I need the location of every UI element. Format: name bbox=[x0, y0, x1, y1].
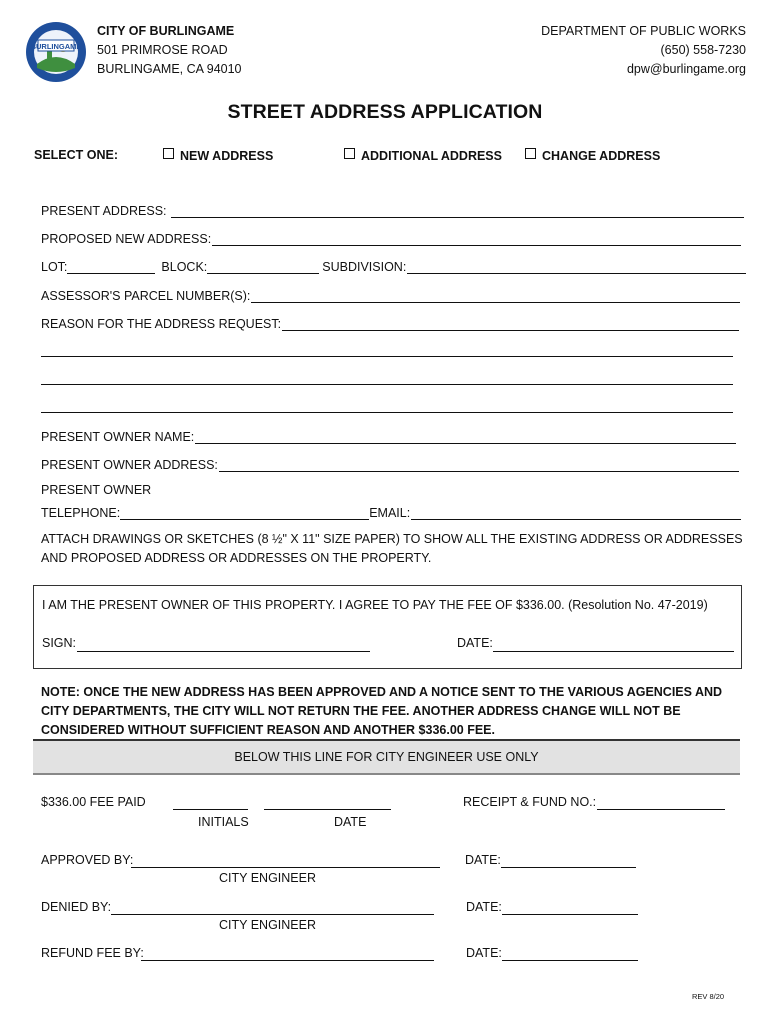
option-change-address-label: CHANGE ADDRESS bbox=[542, 149, 661, 163]
approved-city-engineer-caption: CITY ENGINEER bbox=[219, 871, 317, 885]
checkbox-change-address[interactable] bbox=[525, 148, 536, 159]
department-email[interactable]: dpw@burlingame.org bbox=[626, 62, 746, 76]
department-name: DEPARTMENT OF PUBLIC WORKS bbox=[541, 24, 746, 38]
owner-agreement-box bbox=[33, 585, 742, 669]
fee-paid-label: $336.00 FEE PAID bbox=[41, 795, 146, 809]
option-additional-address[interactable] bbox=[344, 148, 502, 163]
fee-refund-note bbox=[41, 683, 741, 740]
denied-city-engineer-caption: CITY ENGINEER bbox=[219, 918, 317, 932]
lot-field[interactable] bbox=[67, 259, 155, 274]
receipt-fund-label: RECEIPT & FUND NO.: bbox=[463, 795, 597, 809]
parcel-number-field[interactable] bbox=[251, 288, 740, 303]
approved-date-field[interactable] bbox=[501, 867, 636, 868]
denied-by-field[interactable] bbox=[111, 914, 434, 915]
telephone-email-row bbox=[41, 500, 741, 520]
approved-date-label: DATE: bbox=[465, 853, 501, 867]
owner-address-label: PRESENT OWNER ADDRESS: bbox=[41, 458, 218, 472]
proposed-address-field[interactable] bbox=[212, 231, 741, 246]
reason-label: REASON FOR THE ADDRESS REQUEST: bbox=[41, 317, 282, 331]
reason-line-3[interactable] bbox=[41, 384, 733, 385]
subdivision-field[interactable] bbox=[407, 259, 746, 274]
telephone-field[interactable] bbox=[120, 505, 369, 520]
city-locality: BURLINGAME, CA 94010 bbox=[97, 62, 242, 76]
city-engineer-use-band: BELOW THIS LINE FOR CITY ENGINEER USE ONLY bbox=[33, 739, 740, 775]
reason-field[interactable] bbox=[282, 316, 739, 331]
sign-field[interactable] bbox=[77, 651, 370, 652]
lot-label: LOT: bbox=[41, 260, 68, 274]
owner-address-field[interactable] bbox=[219, 457, 739, 472]
owner-address-row bbox=[41, 452, 739, 472]
checkbox-new-address[interactable] bbox=[163, 148, 174, 159]
reason-line-4[interactable] bbox=[41, 412, 733, 413]
block-field[interactable] bbox=[207, 259, 319, 274]
initials-field[interactable] bbox=[173, 809, 248, 810]
refund-date-field[interactable] bbox=[502, 960, 638, 961]
city-address-block bbox=[97, 22, 242, 79]
refund-fee-by-label: REFUND FEE BY: bbox=[41, 946, 144, 960]
telephone-label: TELEPHONE: bbox=[41, 506, 121, 520]
option-new-address[interactable] bbox=[163, 148, 273, 163]
approved-by-label: APPROVED BY: bbox=[41, 853, 134, 867]
owner-name-label: PRESENT OWNER NAME: bbox=[41, 430, 195, 444]
present-address-label: PRESENT ADDRESS: bbox=[41, 204, 167, 218]
svg-text:BURLINGAME: BURLINGAME bbox=[30, 42, 82, 51]
city-street: 501 PRIMROSE ROAD bbox=[97, 43, 228, 57]
reason-line-2[interactable] bbox=[41, 356, 733, 357]
parcel-number-label: ASSESSOR'S PARCEL NUMBER(S): bbox=[41, 289, 251, 303]
fee-date-caption: DATE bbox=[334, 815, 367, 829]
note-line-3: CONSIDERED WITHOUT SUFFICIENT REASON AND ANOTHER $336.00 FEE. bbox=[41, 723, 495, 737]
option-new-address-label: NEW ADDRESS bbox=[180, 149, 274, 163]
block-label: BLOCK: bbox=[161, 260, 208, 274]
note-line-1: NOTE: ONCE THE NEW ADDRESS HAS BEEN APPROVED AND A NOTICE SENT TO THE VARIOUS AGENCIES AND bbox=[41, 685, 723, 699]
department-block bbox=[541, 22, 746, 79]
parcel-number-row bbox=[41, 283, 740, 303]
option-change-address[interactable] bbox=[525, 148, 660, 163]
denied-date-label: DATE: bbox=[466, 900, 502, 914]
lot-block-subdivision-row bbox=[41, 254, 746, 274]
attach-note-line-1: ATTACH DRAWINGS OR SKETCHES (8 ½" X 11" SIZE PAPER) TO SHOW ALL THE EXISTING ADDRESS OR ADDRESSES bbox=[41, 532, 743, 546]
revision-label: REV 8/20 bbox=[692, 992, 725, 1001]
city-name: CITY OF BURLINGAME bbox=[97, 24, 235, 38]
checkbox-additional-address[interactable] bbox=[344, 148, 355, 159]
owner-telephone-label-line1: PRESENT OWNER bbox=[41, 483, 152, 497]
agreement-date-field[interactable] bbox=[493, 651, 734, 652]
owner-name-field[interactable] bbox=[195, 429, 736, 444]
attach-drawings-note bbox=[41, 530, 743, 568]
subdivision-label: SUBDIVISION: bbox=[322, 260, 407, 274]
proposed-address-row bbox=[41, 226, 741, 246]
form-title: STREET ADDRESS APPLICATION bbox=[227, 101, 543, 123]
agreement-date-label: DATE: bbox=[457, 636, 493, 650]
city-seal-logo bbox=[25, 20, 87, 84]
initials-caption: INITIALS bbox=[198, 815, 249, 829]
select-one-label: SELECT ONE: bbox=[34, 148, 119, 162]
agreement-text: I AM THE PRESENT OWNER OF THIS PROPERTY. I AGREE TO PAY THE FEE OF $336.00. (Resolution No. 47-2019) bbox=[42, 598, 708, 612]
receipt-fund-field[interactable] bbox=[597, 809, 725, 810]
email-field[interactable] bbox=[411, 505, 741, 520]
proposed-address-label: PROPOSED NEW ADDRESS: bbox=[41, 232, 212, 246]
denied-by-label: DENIED BY: bbox=[41, 900, 112, 914]
denied-date-field[interactable] bbox=[502, 914, 638, 915]
approved-by-field[interactable] bbox=[131, 867, 440, 868]
department-phone: (650) 558-7230 bbox=[660, 43, 746, 57]
note-line-2: CITY DEPARTMENTS, THE CITY WILL NOT RETURN THE FEE. ANOTHER ADDRESS CHANGE WILL NOT BE bbox=[41, 704, 681, 718]
email-label: EMAIL: bbox=[369, 506, 411, 520]
present-address-field[interactable] bbox=[171, 203, 744, 218]
refund-date-label: DATE: bbox=[466, 946, 502, 960]
fee-date-field[interactable] bbox=[264, 809, 391, 810]
refund-fee-by-field[interactable] bbox=[141, 960, 434, 961]
owner-name-row bbox=[41, 424, 736, 444]
present-address-row bbox=[41, 198, 744, 218]
attach-note-line-2: AND PROPOSED ADDRESS OR ADDRESSES ON THE PROPERTY. bbox=[41, 551, 432, 565]
option-additional-address-label: ADDITIONAL ADDRESS bbox=[361, 149, 502, 163]
reason-row bbox=[41, 311, 739, 331]
sign-label: SIGN: bbox=[42, 636, 77, 650]
